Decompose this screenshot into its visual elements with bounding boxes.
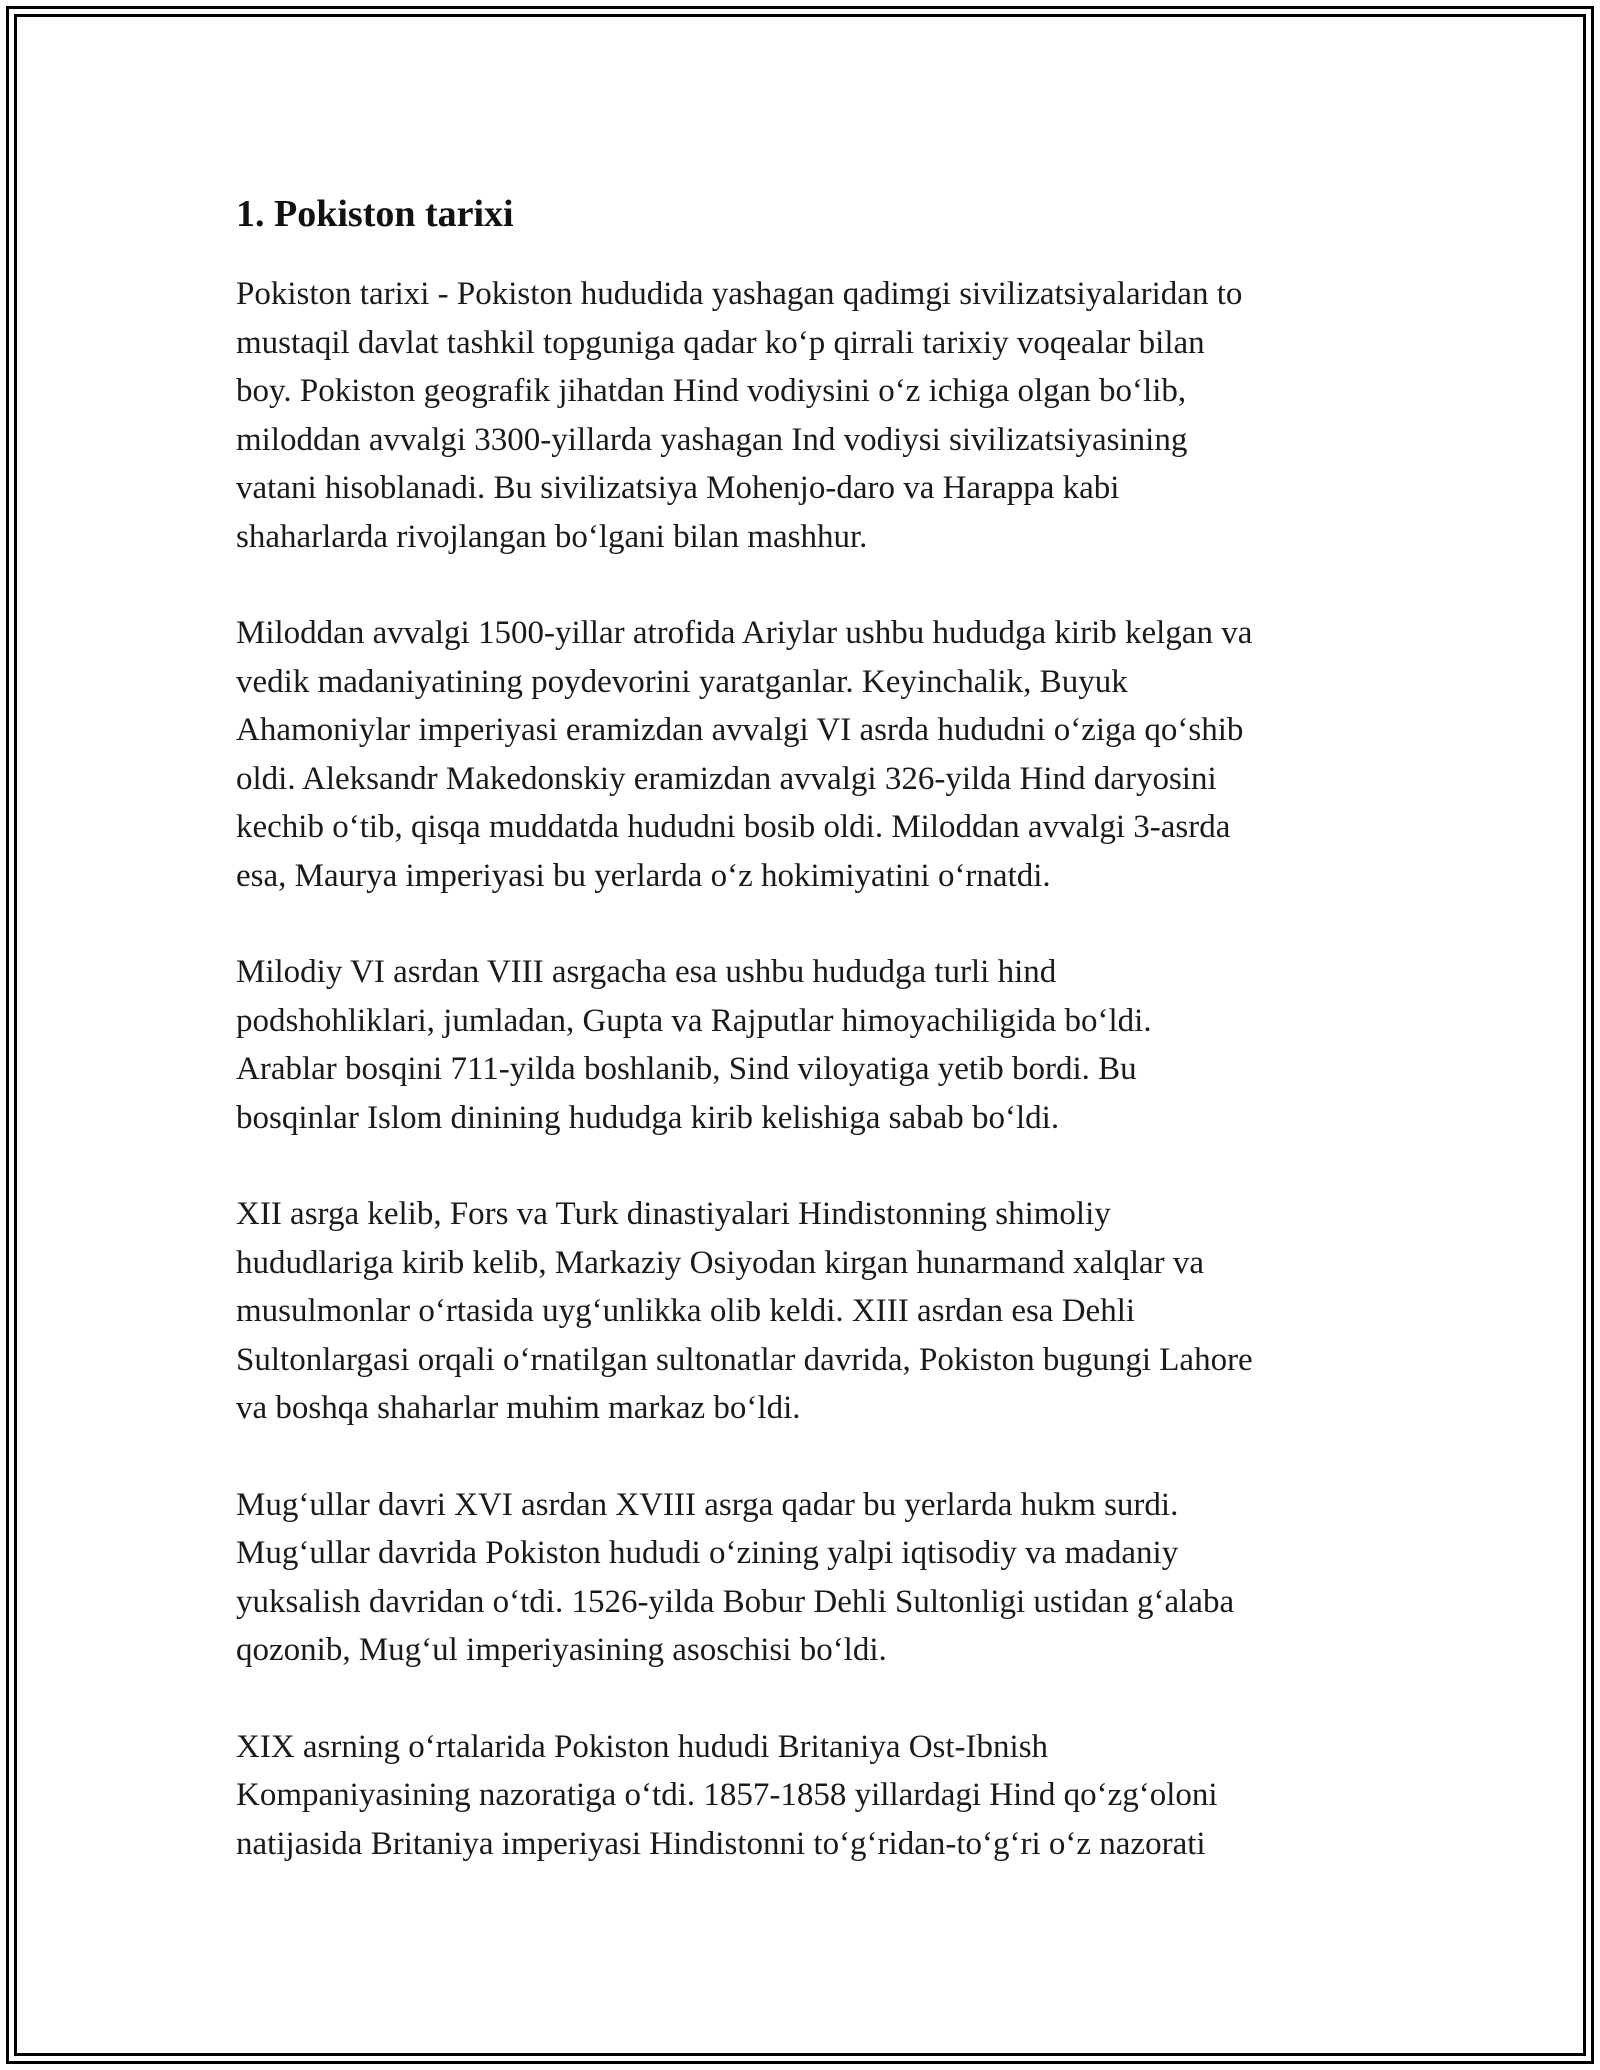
- text-line: podshohliklari, jumladan, Gupta va Rajputlar himoyachiligida bo‘ldi.: [236, 1002, 1152, 1039]
- text-line: natijasida Britaniya imperiyasi Hindistonni to‘g‘ridan-to‘g‘ri o‘z nazorati: [236, 1825, 1206, 1862]
- section-heading: 1. Pokiston tarixi: [236, 193, 514, 235]
- text-line: Sultonlargasi orqali o‘rnatilgan sultonatlar davrida, Pokiston bugungi Lahore: [236, 1341, 1253, 1378]
- paragraph-sultanates: [236, 1190, 1376, 1433]
- text-line: Mug‘ullar davri XVI asrdan XVIII asrga qadar bu yerlarda hukm surdi.: [236, 1486, 1179, 1523]
- text-line: musulmonlar o‘rtasida uyg‘unlikka olib keldi. XIII asrdan esa Dehli: [236, 1293, 1136, 1329]
- text-line: kechib o‘tib, qisqa muddatda hududni bosib oldi. Miloddan avvalgi 3-asrda: [236, 809, 1231, 845]
- text-line: Milodiy VI asrdan VIII asrgacha esa ushbu hududga turli hind: [236, 954, 1057, 990]
- text-line: bosqinlar Islom dinining hududga kirib kelishiga sabab bo‘ldi.: [236, 1099, 1060, 1136]
- text-line: shaharlarda rivojlangan bo‘lgani bilan mashhur.: [236, 518, 868, 555]
- text-line: yuksalish davridan o‘tdi. 1526-yilda Bobur Dehli Sultonligi ustidan g‘alaba: [236, 1583, 1235, 1620]
- text-line: Kompaniyasining nazoratiga o‘tdi. 1857-1858 yillardagi Hind qo‘zg‘oloni: [236, 1777, 1218, 1813]
- text-line: Pokiston tarixi - Pokiston hududida yashagan qadimgi sivilizatsiyalaridan to: [236, 276, 1243, 312]
- text-line: XII asrga kelib, Fors va Turk dinastiyalari Hindistonning shimoliy: [236, 1196, 1111, 1232]
- text-line: vedik madaniyatining poydevorini yaratganlar. Keyinchalik, Buyuk: [236, 663, 1128, 700]
- text-line: oldi. Aleksandr Makedonskiy eramizdan avvalgi 326-yilda Hind daryosini: [236, 760, 1217, 797]
- text-line: vatani hisoblanadi. Bu sivilizatsiya Mohenjo-daro va Harappa kabi: [236, 470, 1120, 506]
- document-body: [236, 188, 1376, 1916]
- paragraph-medieval: [236, 948, 1376, 1142]
- text-line: miloddan avvalgi 3300-yillarda yashagan Ind vodiysi sivilizatsiyasining: [236, 421, 1188, 458]
- text-line: boy. Pokiston geografik jihatdan Hind vodiysini o‘z ichiga olgan bo‘lib,: [236, 373, 1187, 409]
- text-line: esa, Maurya imperiyasi bu yerlarda o‘z hokimiyatini o‘rnatdi.: [236, 857, 1051, 894]
- text-line: Ahamoniylar imperiyasi eramizdan avvalgi VI asrda hududni o‘ziga qo‘shib: [236, 712, 1244, 748]
- paragraph-mughals: [236, 1481, 1376, 1675]
- text-line: Arablar bosqini 711-yilda boshlanib, Sind viloyatiga yetib bordi. Bu: [236, 1051, 1137, 1087]
- text-line: hududlariga kirib kelib, Markaziy Osiyodan kirgan hunarmand xalqlar va: [236, 1244, 1205, 1281]
- text-line: qozonib, Mug‘ul imperiyasining asoschisi bo‘ldi.: [236, 1632, 887, 1668]
- text-line: mustaqil davlat tashkil topguniga qadar ko‘p qirrali tarixiy voqealar bilan: [236, 324, 1205, 361]
- paragraph-ancient-empires: [236, 609, 1376, 900]
- text-line: Mug‘ullar davrida Pokiston hududi o‘zining yalpi iqtisodiy va madaniy: [236, 1535, 1179, 1571]
- paragraph-british: [236, 1723, 1376, 1869]
- text-line: Miloddan avvalgi 1500-yillar atrofida Ariylar ushbu hududga kirib kelgan va: [236, 615, 1253, 651]
- text-line: XIX asrning o‘rtalarida Pokiston hududi Britaniya Ost-Ibnish: [236, 1728, 1049, 1765]
- text-line: va boshqa shaharlar muhim markaz bo‘ldi.: [236, 1390, 801, 1426]
- paragraph-intro: [236, 270, 1376, 561]
